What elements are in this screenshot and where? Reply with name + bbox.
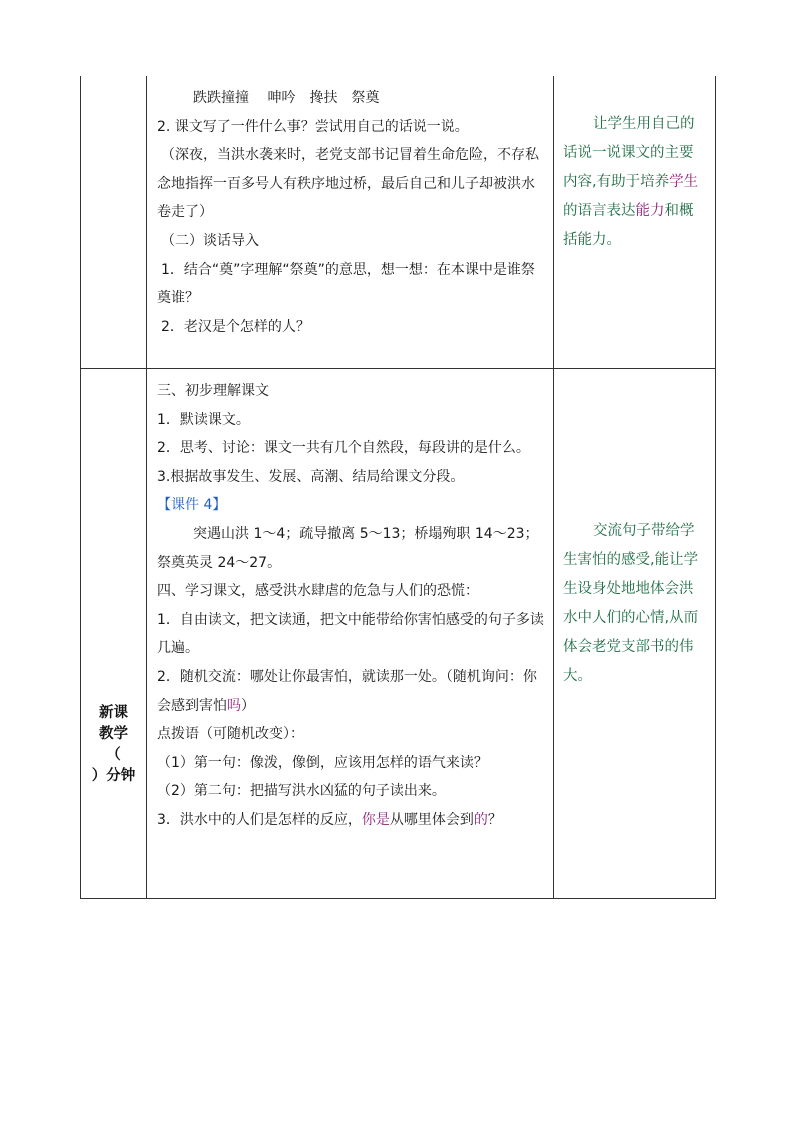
step-line: 2．随机交流：哪处让你最害怕，就读那一处。（随机询问：你会感到害怕吗）: [157, 668, 537, 714]
section-heading: 四、学习课文，感受洪水肆虐的危急与人们的恐慌：: [157, 583, 479, 600]
content-cell: [147, 369, 554, 899]
segment-list: 突遇山洪 1～4；疏导撤离 5～13；桥塌殉职 14～23；祭奠英灵 24～27。: [157, 525, 539, 571]
hint-line: （1）第一句：像泼，像倒，应该用怎样的语气来读？: [157, 754, 488, 771]
answer-text: （深夜，当洪水袭来时，老党支部书记冒着生命危险，不存私念地指挥一百多号人有秩序地过桥，最后自己和儿子却被洪水卷走了）: [157, 147, 539, 221]
label-cell: [81, 369, 147, 899]
note-cell: [554, 76, 716, 369]
design-note: 让学生用自己的话说一说课文的主要内容,有助于培养学生的语言表达能力和概括能力。: [563, 116, 699, 248]
step-line: 1．默读课文。: [157, 411, 250, 428]
hint-heading: 点拨语（可随机改变）：: [157, 726, 304, 743]
courseware-tag: 【课件 4】: [157, 497, 227, 514]
section-heading: 三、初步理解课文: [157, 383, 269, 399]
note-cell: [554, 369, 716, 899]
content-cell: [147, 76, 554, 369]
question-line: 2. 课文写了一件什么事？尝试用自己的话说一说。: [157, 118, 469, 135]
hint-line: （2）第二句：把描写洪水凶猛的句子读出来。: [157, 783, 446, 800]
section-label: 新课 教学 （ ）分钟: [91, 704, 136, 784]
design-note: 交流句子带给学生害怕的感受,能让学生设身处地地体会洪水中人们的心情,从而体会老党支部书的伟大。: [563, 523, 699, 684]
step-line: 2．思考、讨论：课文一共有几个自然段，每段讲的是什么。: [157, 440, 530, 457]
table-row: [81, 76, 716, 369]
step-line: 3.根据故事发生、发展、高潮、结局给课文分段。: [157, 468, 465, 485]
label-cell-empty: [81, 76, 147, 369]
question-line: 1．结合“奠”字理解“祭奠”的意思，想一想：在本课中是谁祭奠谁？: [157, 261, 535, 307]
vocabulary-line: 跌跌撞撞 呻吟 搀扶 祭奠: [193, 90, 380, 106]
lesson-plan-table: [80, 76, 716, 899]
section-heading: （二）谈话导入: [161, 232, 259, 249]
table-row: [81, 369, 716, 899]
question-line: 2．老汉是个怎样的人？: [161, 318, 310, 335]
step-line: 1．自由读文，把文读通，把文中能带给你害怕感受的句子多读几遍。: [157, 611, 544, 657]
step-line: 3．洪水中的人们是怎样的反应，你是从哪里体会到的？: [157, 811, 502, 828]
